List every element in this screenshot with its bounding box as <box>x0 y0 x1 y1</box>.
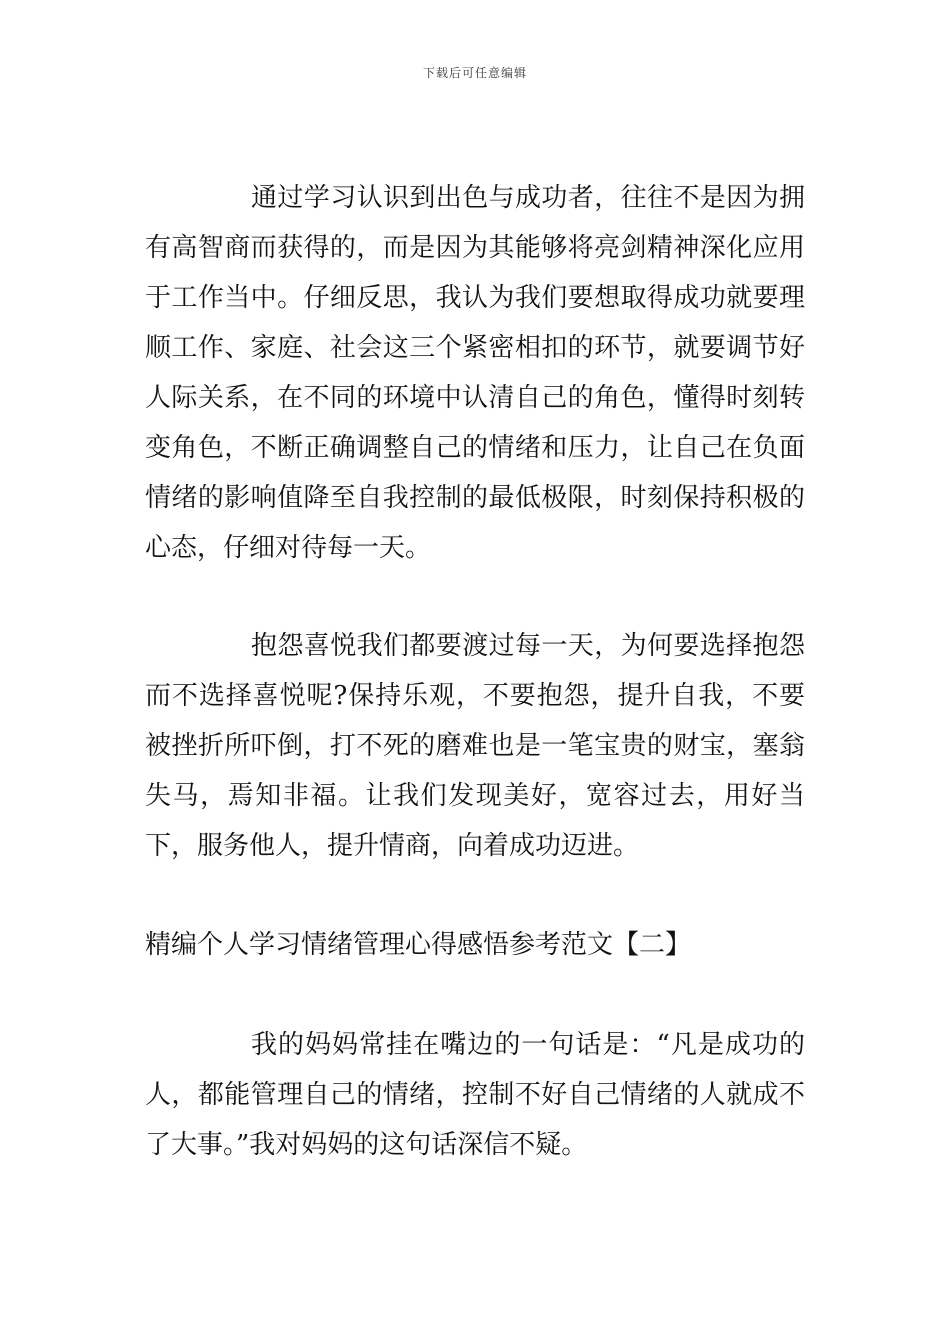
paragraph: 抱怨喜悦我们都要渡过每一天，为何要选择抱怨而不选择喜悦呢?保持乐观，不要抱怨，提升自我，不要被挫折所吓倒，打不死的磨难也是一笔宝贵的财宝，塞翁失马，焉知非福。让我们发现美好，宽容过去，用好当下，服务他人，提升情商，向着成功迈进。 <box>145 631 805 861</box>
section-heading: 精编个人学习情绪管理心得感悟参考范文【二】 <box>145 930 692 960</box>
paragraph: 通过学习认识到出色与成功者，往往不是因为拥有高智商而获得的，而是因为其能够将亮剑精神深化应用于工作当中。仔细反思，我认为我们要想取得成功就要理顺工作、家庭、社会这三个紧密相扣的环节，就要调节好人际关系，在不同的环境中认清自己的角色，懂得时刻转变角色，不断正确调整自己的情绪和压力，让自己在负面情绪的影响值降至自我控制的最低极限，时刻保持积极的心态，仔细对待每一天。 <box>145 183 805 563</box>
header-note: 下载后可任意编辑 <box>422 66 527 80</box>
paragraph: 我的妈妈常挂在嘴边的一句话是：“凡是成功的人，都能管理自己的情绪，控制不好自己情绪的人就成不了大事。”我对妈妈的这句话深信不疑。 <box>145 1030 805 1160</box>
